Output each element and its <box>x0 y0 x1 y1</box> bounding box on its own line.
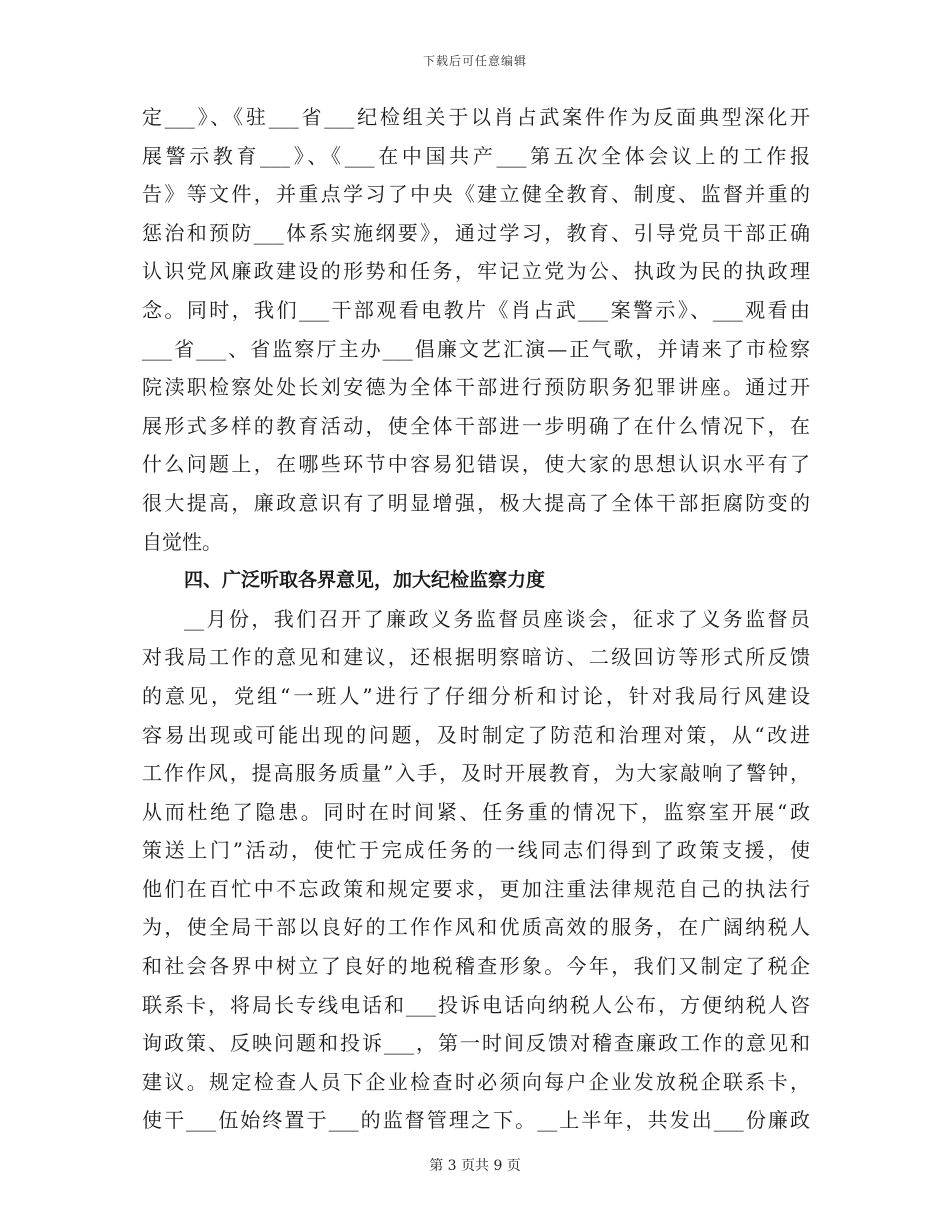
text-line: 定___》、《驻___省___纪检组关于以肖占武案件作为反面典型深化开 <box>142 105 810 129</box>
text-line: 询政策、反映问题和投诉___，第一时间反馈对稽查廉政工作的意见和 <box>142 1031 810 1056</box>
text-line: __月份，我们召开了廉政义务监督员座谈会，征求了义务监督员 <box>184 606 810 631</box>
text-line: 惩治和预防___体系实施纲要》，通过学习，教育、引导党员干部正确 <box>142 220 810 245</box>
text-line: 为，使全局干部以良好的工作作风和优质高效的服务，在广阔纳税人 <box>142 915 810 940</box>
text-line: 院渎职检察处处长刘安德为全体干部进行预防职务犯罪讲座。通过开 <box>142 375 810 400</box>
text-line: ___省___、省监察厅主办___倡廉文艺汇演—正气歌，并请来了市检察 <box>142 336 810 361</box>
page-header: 下载后可任意编辑 <box>422 54 527 68</box>
text-line: 联系卡，将局长专线电话和___投诉电话向纳税人公布，方便纳税人咨 <box>142 992 810 1017</box>
section-heading: 四、广泛听取各界意见，加大纪检监察力度 <box>184 569 546 592</box>
text-line: 建议。规定检查人员下企业检查时必须向每户企业发放税企联系卡， <box>142 1069 810 1094</box>
text-line: 从而杜绝了隐患。同时在时间紧、任务重的情况下，监察室开展“政 <box>142 799 810 824</box>
text-line: 念。同时，我们___干部观看电教片《肖占武___案警示》、___观看由 <box>142 297 810 322</box>
text-line: 策送上门”活动，使忙于完成任务的一线同志们得到了政策支援，使 <box>142 838 810 863</box>
text-line: 自觉性。 <box>142 529 222 554</box>
text-line: 什么问题上，在哪些环节中容易犯错误，使大家的思想认识水平有了 <box>142 452 810 477</box>
text-line: 对我局工作的意见和建议，还根据明察暗访、二级回访等形式所反馈 <box>142 645 810 670</box>
text-line: 展警示教育___》、《___在中国共产___第五次全体会议上的工作报 <box>142 143 810 168</box>
text-line: 的意见，党组“一班人”进行了仔细分析和讨论，针对我局行风建设 <box>142 683 810 708</box>
text-line: 使干___伍始终置于___的监督管理之下。__上半年，共发出___份廉政 <box>142 1108 810 1133</box>
document-body <box>142 98 810 1140</box>
text-line: 展形式多样的教育活动，使全体干部进一步明确了在什么情况下，在 <box>142 413 810 438</box>
text-line: 认识党风廉政建设的形势和任务，牢记立党为公、执政为民的执政理 <box>142 259 810 284</box>
text-line: 他们在百忙中不忘政策和规定要求，更加注重法律规范自己的执法行 <box>142 876 810 901</box>
text-line: 和社会各界中树立了良好的地税稽查形象。今年，我们又制定了税企 <box>142 954 810 979</box>
text-line: 工作作风，提高服务质量”入手，及时开展教育，为大家敲响了警钟， <box>142 761 810 786</box>
paragraph-education <box>142 98 810 561</box>
page-number: 第 3 页共 9 页 <box>429 1158 521 1174</box>
text-line: 告》等文件，并重点学习了中央《建立健全教育、制度、监督并重的 <box>142 182 810 207</box>
text-line: 很大提高，廉政意识有了明显增强，极大提高了全体干部拒腐防变的 <box>142 490 810 515</box>
paragraph-supervision <box>142 600 810 1140</box>
text-line: 容易出现或可能出现的问题，及时制定了防范和治理对策，从“改进 <box>142 722 810 747</box>
